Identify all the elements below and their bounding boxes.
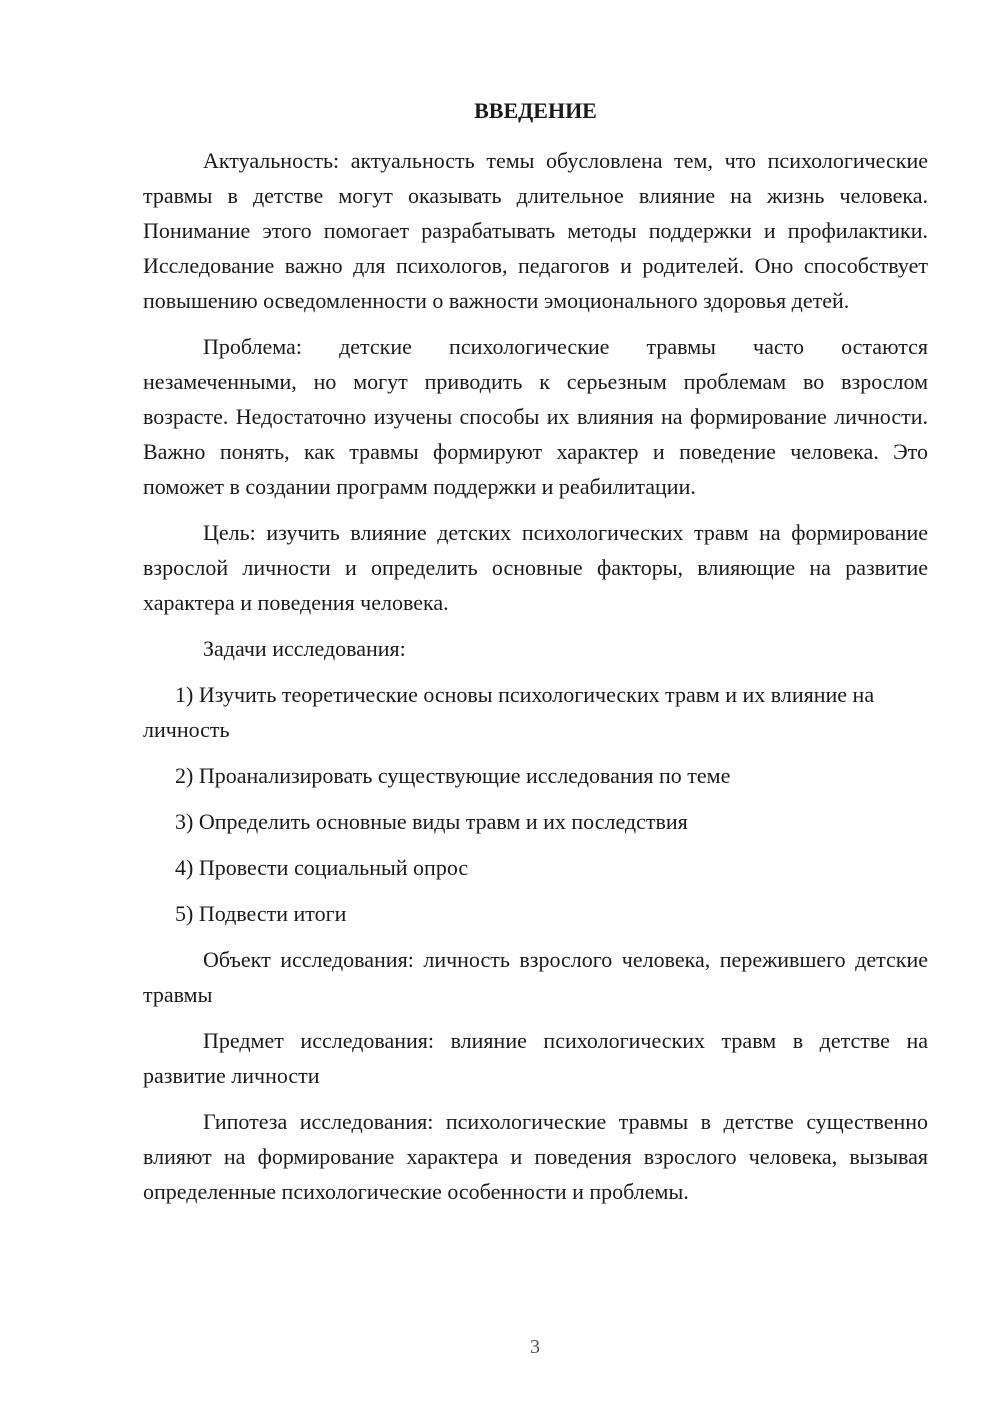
hypothesis-paragraph: Гипотеза исследования: психологические травмы в детстве существенно влияют на формирование характера и поведения взрослого человека, вызывая определенные психологические особенности и проблемы. [143,1109,928,1204]
task-item-3: 3) Определить основные виды травм и их последствия [175,809,688,834]
document-page [143,95,928,1209]
task-item-5: 5) Подвести итоги [175,901,347,926]
task-item-1: 1) Изучить теоретические основы психологических травм и их влияние на личность [143,682,875,742]
task-item-4: 4) Провести социальный опрос [175,855,469,880]
relevance-paragraph: Актуальность: актуальность темы обусловлена тем, что психологические травмы в детстве могут оказывать длительное влияние на жизнь человека. Понимание этого помогает разрабатывать методы поддержки и профилактики. Исследование важно для психологов, педагогов и родителей. Оно способствует повышению осведомленности о важности эмоционального здоровья детей. [143,148,928,313]
goal-paragraph: Цель: изучить влияние детских психологических травм на формирование взрослой личности и определить основные факторы, влияющие на развитие характера и поведения человека. [143,520,928,615]
problem-paragraph: Проблема: детские психологические травмы часто остаются незамеченными, но могут приводить к серьезным проблемам во взрослом возрасте. Недостаточно изучены способы их влияния на формирование личности. Важно понять, как травмы формируют характер и поведение человека. Это поможет в создании программ поддержки и реабилитации. [143,334,928,499]
subject-paragraph: Предмет исследования: влияние психологических травм в детстве на развитие личности [143,1028,928,1088]
object-paragraph: Объект исследования: личность взрослого человека, пережившего детские травмы [143,947,928,1007]
section-heading: ВВЕДЕНИЕ [474,98,597,123]
page-number: 3 [530,1336,540,1358]
task-item-2: 2) Проанализировать существующие исследования по теме [175,763,731,788]
tasks-title: Задачи исследования: [203,636,406,661]
